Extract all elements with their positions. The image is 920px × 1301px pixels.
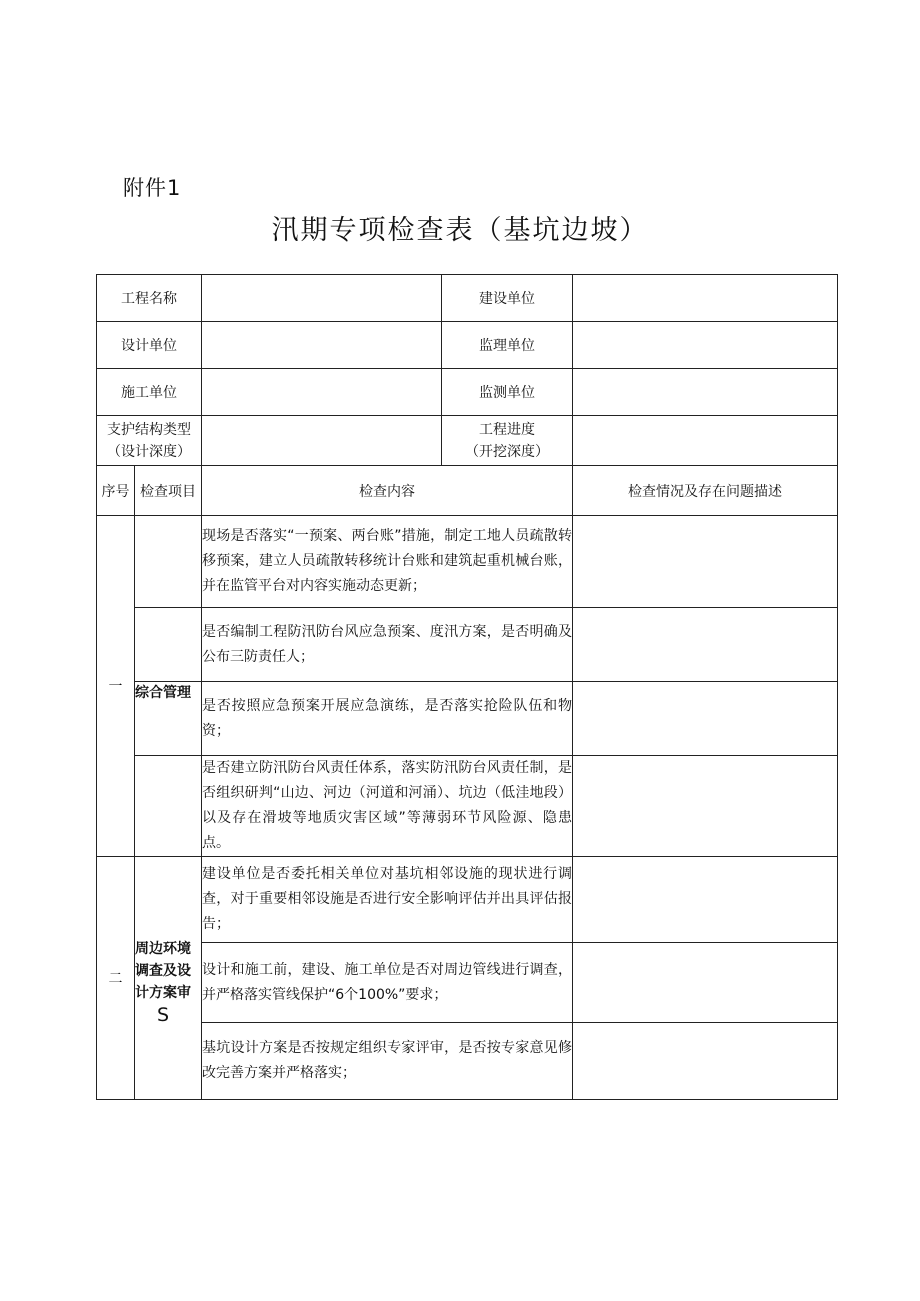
inspection-table <box>96 274 838 1100</box>
section-1-content-1: 现场是否落实“一预案、两台账”措施，制定工地人员疏散转移预案，建立人员疏散转移统计台账和建筑起重机械台账，并在监管平台对内容实施动态更新； <box>202 516 573 608</box>
client-unit-value[interactable] <box>573 275 838 322</box>
project-name-value[interactable] <box>202 275 442 322</box>
table-row <box>97 857 838 943</box>
section-1-content-3: 是否按照应急预案开展应急演练，是否落实抢险队伍和物资； <box>202 682 573 756</box>
section-2-name-line1: 周边环境 <box>135 941 191 957</box>
section-1-name-bottom <box>135 756 202 857</box>
section-2-name-tail: S <box>156 1004 170 1026</box>
section-1-result-1[interactable] <box>573 516 838 608</box>
section-2-result-1[interactable] <box>573 857 838 943</box>
section-2-name-line3: 计方案审 <box>135 985 191 1001</box>
progress-label <box>442 416 573 466</box>
construction-unit-label: 施工单位 <box>97 369 202 416</box>
client-unit-label: 建设单位 <box>442 275 573 322</box>
header-content: 检查内容 <box>202 466 573 516</box>
section-2-content-1: 建设单位是否委托相关单位对基坑相邻设施的现状进行调查，对于重要相邻设施是否进行安全影响评估并出具评估报告； <box>202 857 573 943</box>
supervision-unit-value[interactable] <box>573 322 838 369</box>
section-2-content-2: 设计和施工前，建设、施工单位是否对周边管线进行调查，并严格落实管线保护“6个100%”要求； <box>202 943 573 1023</box>
section-2-content-3: 基坑设计方案是否按规定组织专家评审，是否按专家意见修改完善方案并严格落实； <box>202 1023 573 1100</box>
header-item: 检查项目 <box>135 466 202 516</box>
table-row <box>97 682 838 756</box>
monitoring-unit-value[interactable] <box>573 369 838 416</box>
supervision-unit-label: 监理单位 <box>442 322 573 369</box>
section-1-name <box>135 682 202 756</box>
section-1-content-2: 是否编制工程防汛防台风应急预案、度汛方案，是否明确及公布三防责任人； <box>202 608 573 682</box>
progress-line2: （开挖深度） <box>465 443 549 460</box>
section-2-result-3[interactable] <box>573 1023 838 1100</box>
project-name-label: 工程名称 <box>97 275 202 322</box>
table-row <box>97 1023 838 1100</box>
info-row-project <box>97 275 838 322</box>
info-row-design <box>97 322 838 369</box>
section-2-result-2[interactable] <box>573 943 838 1023</box>
page-title: 汛期专项检查表（基坑边坡） <box>271 215 649 246</box>
section-1-result-3[interactable] <box>573 682 838 756</box>
progress-value[interactable] <box>573 416 838 466</box>
attachment-label: 附件1 <box>123 176 182 200</box>
table-header-row <box>97 466 838 516</box>
table-row <box>97 608 838 682</box>
header-seq: 序号 <box>97 466 135 516</box>
table-row <box>97 756 838 857</box>
monitoring-unit-label: 监测单位 <box>442 369 573 416</box>
section-1-name-text: 综合管理 <box>135 685 191 701</box>
table-row <box>97 516 838 608</box>
section-1-result-2[interactable] <box>573 608 838 682</box>
table-row <box>97 943 838 1023</box>
section-2-name-line2: 调查及设 <box>135 963 191 979</box>
support-type-label <box>97 416 202 466</box>
header-result: 检查情况及存在问题描述 <box>573 466 838 516</box>
section-1-content-4: 是否建立防汛防台风责任体系，落实防汛防台风责任制，是否组织研判“山边、河边（河道和河涌）、坑边（低洼地段）以及存在滑坡等地质灾害区域”等薄弱环节风险源、隐患点。 <box>202 756 573 857</box>
info-row-support <box>97 416 838 466</box>
support-type-line2: （设计深度） <box>107 443 191 460</box>
section-1-name-top <box>135 516 202 608</box>
section-1-seq: 一 <box>97 516 135 857</box>
section-2-name <box>135 857 202 1100</box>
support-type-line1: 支护结构类型 <box>107 421 191 438</box>
support-type-value[interactable] <box>202 416 442 466</box>
design-unit-value[interactable] <box>202 322 442 369</box>
construction-unit-value[interactable] <box>202 369 442 416</box>
design-unit-label: 设计单位 <box>97 322 202 369</box>
progress-line1: 工程进度 <box>479 421 535 438</box>
section-1-name-spacer <box>135 608 202 682</box>
section-1-result-4[interactable] <box>573 756 838 857</box>
section-2-seq: 二 <box>97 857 135 1100</box>
info-row-construction <box>97 369 838 416</box>
